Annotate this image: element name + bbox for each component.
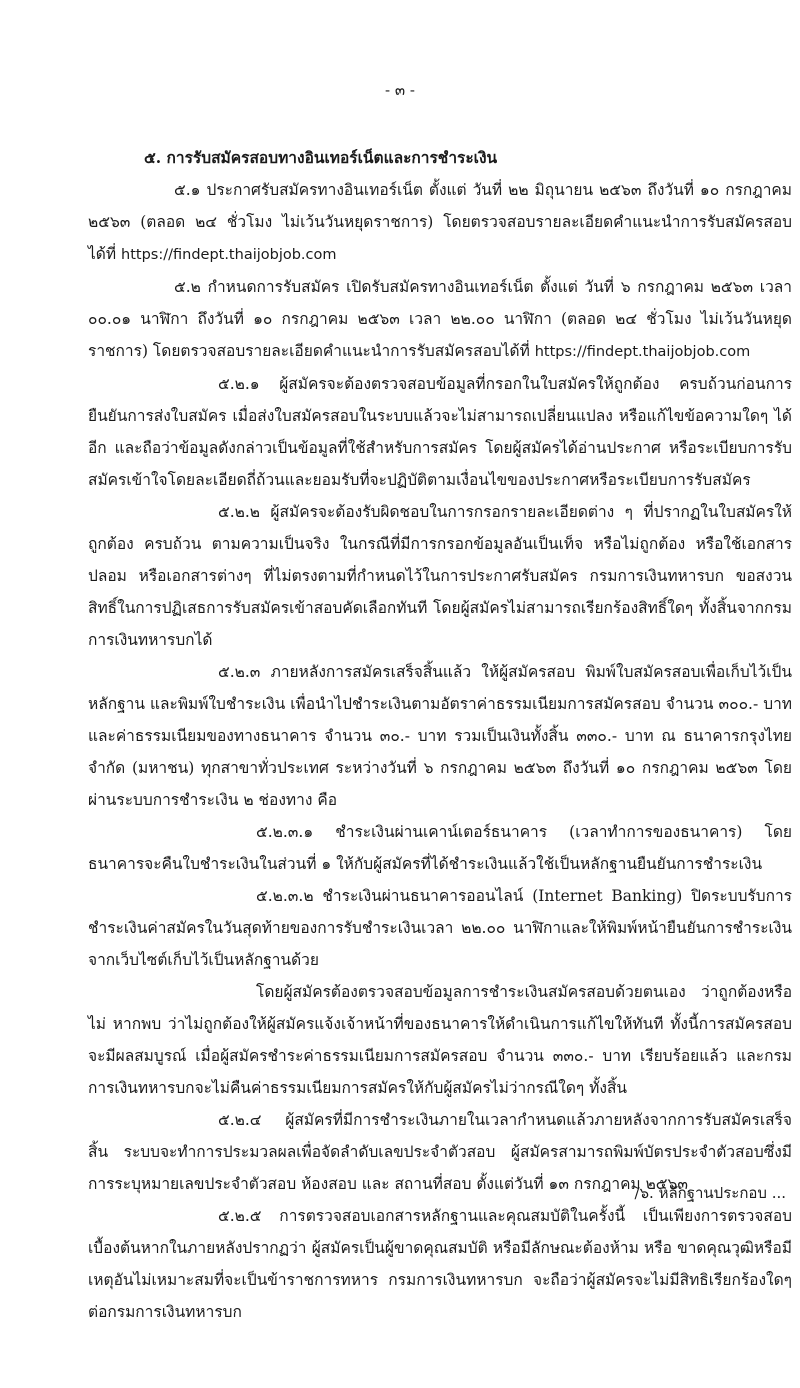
paragraph-5-1-text: ๕.๑ ประกาศรับสมัครทางอินเทอร์เน็ต ตั้งแต่ วันที่ ๒๒ มิถุนายน ๒๕๖๓ ถึงวันที่ ๑๐ กรกฎาคม ๒๕๖๓ (ตลอด ๒๔ ชั่วโมง ไม่เว้นวันหยุดราชการ) โดยตรวจสอบรายละเอียดคำแนะนำการรับสมัครสอบได้ที่	[88, 181, 792, 263]
paragraph-5-2-1: ๕.๒.๑ ผู้สมัครจะต้องตรวจสอบข้อมูลที่กรอกในใบสมัครให้ถูกต้อง ครบถ้วนก่อนการยืนยันการส่งใบสมัคร เมื่อส่งใบสมัครสอบในระบบแล้วจะไม่สามารถเปลี่ยนแปลง หรือแก้ไขข้อความใดๆ ได้อีก และถือว่าข้อมูลดังกล่าวเป็นข้อมูลที่ใช้สำหรับการสมัคร โดยผู้สมัครได้อ่านประกาศ หรือระเบียบการรับสมัครเข้าใจโดยละเอียดถี่ถ้วนและยอมรับที่จะปฏิบัติตามเงื่อนไขของประกาศหรือระเบียบการรับสมัคร	[88, 375, 792, 489]
url-link: https://findept.thaijobjob.com	[121, 247, 337, 263]
section-heading: ๕. การรับสมัครสอบทางอินเทอร์เน็ตและการชำระเงิน	[144, 148, 498, 167]
paragraph-5-2-text: ๕.๒ กำหนดการรับสมัคร เปิดรับสมัครทางอินเทอร์เน็ต ตั้งแต่ วันที่ ๖ กรกฎาคม ๒๕๖๓ เวลา ๐๐.๐๑ นาฬิกา ถึงวันที่ ๑๐ กรกฎาคม ๒๕๖๓ เวลา ๒๒.๐๐ นาฬิกา (ตลอด ๒๔ ชั่วโมง ไม่เว้นวันหยุดราชการ) โดยตรวจสอบรายละเอียดคำแนะนำการรับสมัครสอบได้ที่	[88, 278, 792, 360]
paragraph-payment-note: โดยผู้สมัครต้องตรวจสอบข้อมูลการชำระเงินสมัครสอบด้วยตนเอง ว่าถูกต้องหรือไม่ หากพบ ว่าไม่ถูกต้องให้ผู้สมัครแจ้งเจ้าหน้าที่ของธนาคารให้ดำเนินการแก้ไขให้ทันที ทั้งนี้การสมัครสอบจะมีผลสมบูรณ์ เมื่อผู้สมัครชำระค่าธรรมเนียมการสมัครสอบ จำนวน ๓๓๐.- บาท เรียบร้อยแล้ว และกรมการเงินทหารบกจะไม่คืนค่าธรรมเนียมการสมัครให้กับผู้สมัครไม่ว่ากรณีใดๆ ทั้งสิ้น	[88, 983, 792, 1097]
paragraph-5-2-3-2: ๕.๒.๓.๒ ชำระเงินผ่านธนาคารออนไลน์ (Internet Banking) ปิดระบบรับการชำระเงินค่าสมัครในวันสุดท้ายของการรับชำระเงินเวลา ๒๒.๐๐ นาฬิกาและให้พิมพ์หน้ายืนยันการชำระเงินจากเว็บไซต์เก็บไว้เป็นหลักฐานด้วย	[88, 887, 792, 969]
page-number: - ๓ -	[385, 81, 415, 99]
paragraph-5-2-2: ๕.๒.๒ ผู้สมัครจะต้องรับผิดชอบในการกรอกรายละเอียดต่าง ๆ ที่ปรากฏในใบสมัครให้ถูกต้อง ครบถ้วน ตามความเป็นจริง ในกรณีที่มีการกรอกข้อมูลอันเป็นเท็จ หรือไม่ถูกต้อง หรือใช้เอกสารปลอม หรือเอกสารต่างๆ ที่ไม่ตรงตามที่กำหนดไว้ในการประกาศรับสมัคร กรมการเงินทหารบก ขอสงวนสิทธิ์ในการปฏิเสธการรับสมัครเข้าสอบคัดเลือกทันที โดยผู้สมัครไม่สามารถเรียกร้องสิทธิ์ใดๆ ทั้งสิ้นจากกรมการเงินทหารบกได้	[88, 503, 792, 649]
paragraph-5-1	[88, 174, 792, 271]
paragraph-5-2-4: ๕.๒.๔ ผู้สมัครที่มีการชำระเงินภายในเวลากำหนดแล้วภายหลังจากการรับสมัครเสร็จสิ้น ระบบจะทำการประมวลผลเพื่อจัดลำดับเลขประจำตัวสอบ ผู้สมัครสามารถพิมพ์บัตรประจำตัวสอบซึ่งมีการระบุหมายเลขประจำตัวสอบ ห้องสอบ และ สถานที่สอบ ตั้งแต่วันที่ ๑๓ กรกฎาคม ๒๕๖๓	[88, 1111, 792, 1193]
next-page-reference: /๖. หลักฐานประกอบ ...	[634, 1184, 786, 1202]
paragraph-5-2-3-1: ๕.๒.๓.๑ ชำระเงินผ่านเคาน์เตอร์ธนาคาร (เวลาทำการของธนาคาร) โดยธนาคารจะคืนใบชำระเงินในส่วนที่ ๑ ให้กับผู้สมัครที่ได้ชำระเงินแล้วใช้เป็นหลักฐานยืนยันการชำระเงิน	[88, 823, 792, 873]
section-5	[88, 142, 792, 1328]
paragraph-5-2-3: ๕.๒.๓ ภายหลังการสมัครเสร็จสิ้นแล้ว ให้ผู้สมัครสอบ พิมพ์ใบสมัครสอบเพื่อเก็บไว้เป็นหลักฐาน และพิมพ์ใบชำระเงิน เพื่อนำไปชำระเงินตามอัตราค่าธรรมเนียมการสมัครสอบ จำนวน ๓๐๐.- บาท และค่าธรรมเนียมของทางธนาคาร จำนวน ๓๐.- บาท รวมเป็นเงินทั้งสิ้น ๓๓๐.- บาท ณ ธนาคารกรุงไทย จำกัด (มหาชน) ทุกสาขาทั่วประเทศ ระหว่างวันที่ ๖ กรกฎาคม ๒๕๖๓ ถึงวันที่ ๑๐ กรกฎาคม ๒๕๖๓ โดยผ่านระบบการชำระเงิน ๒ ช่องทาง คือ	[88, 663, 792, 809]
paragraph-5-2-5: ๕.๒.๕ การตรวจสอบเอกสารหลักฐานและคุณสมบัติในครั้งนี้ เป็นเพียงการตรวจสอบเบื้องต้นหากในภายหลังปรากฏว่า ผู้สมัครเป็นผู้ขาดคุณสมบัติ หรือมีลักษณะต้องห้าม หรือ ขาดคุณวุฒิหรือมีเหตุอันไม่เหมาะสมที่จะเป็นข้าราชการทหาร กรมการเงินทหารบก จะถือว่าผู้สมัครจะไม่มีสิทธิเรียกร้องใดๆ ต่อกรมการเงินทหารบก	[88, 1207, 792, 1321]
url-link: https://findept.thaijobjob.com	[534, 344, 751, 360]
paragraph-5-2	[88, 271, 792, 368]
